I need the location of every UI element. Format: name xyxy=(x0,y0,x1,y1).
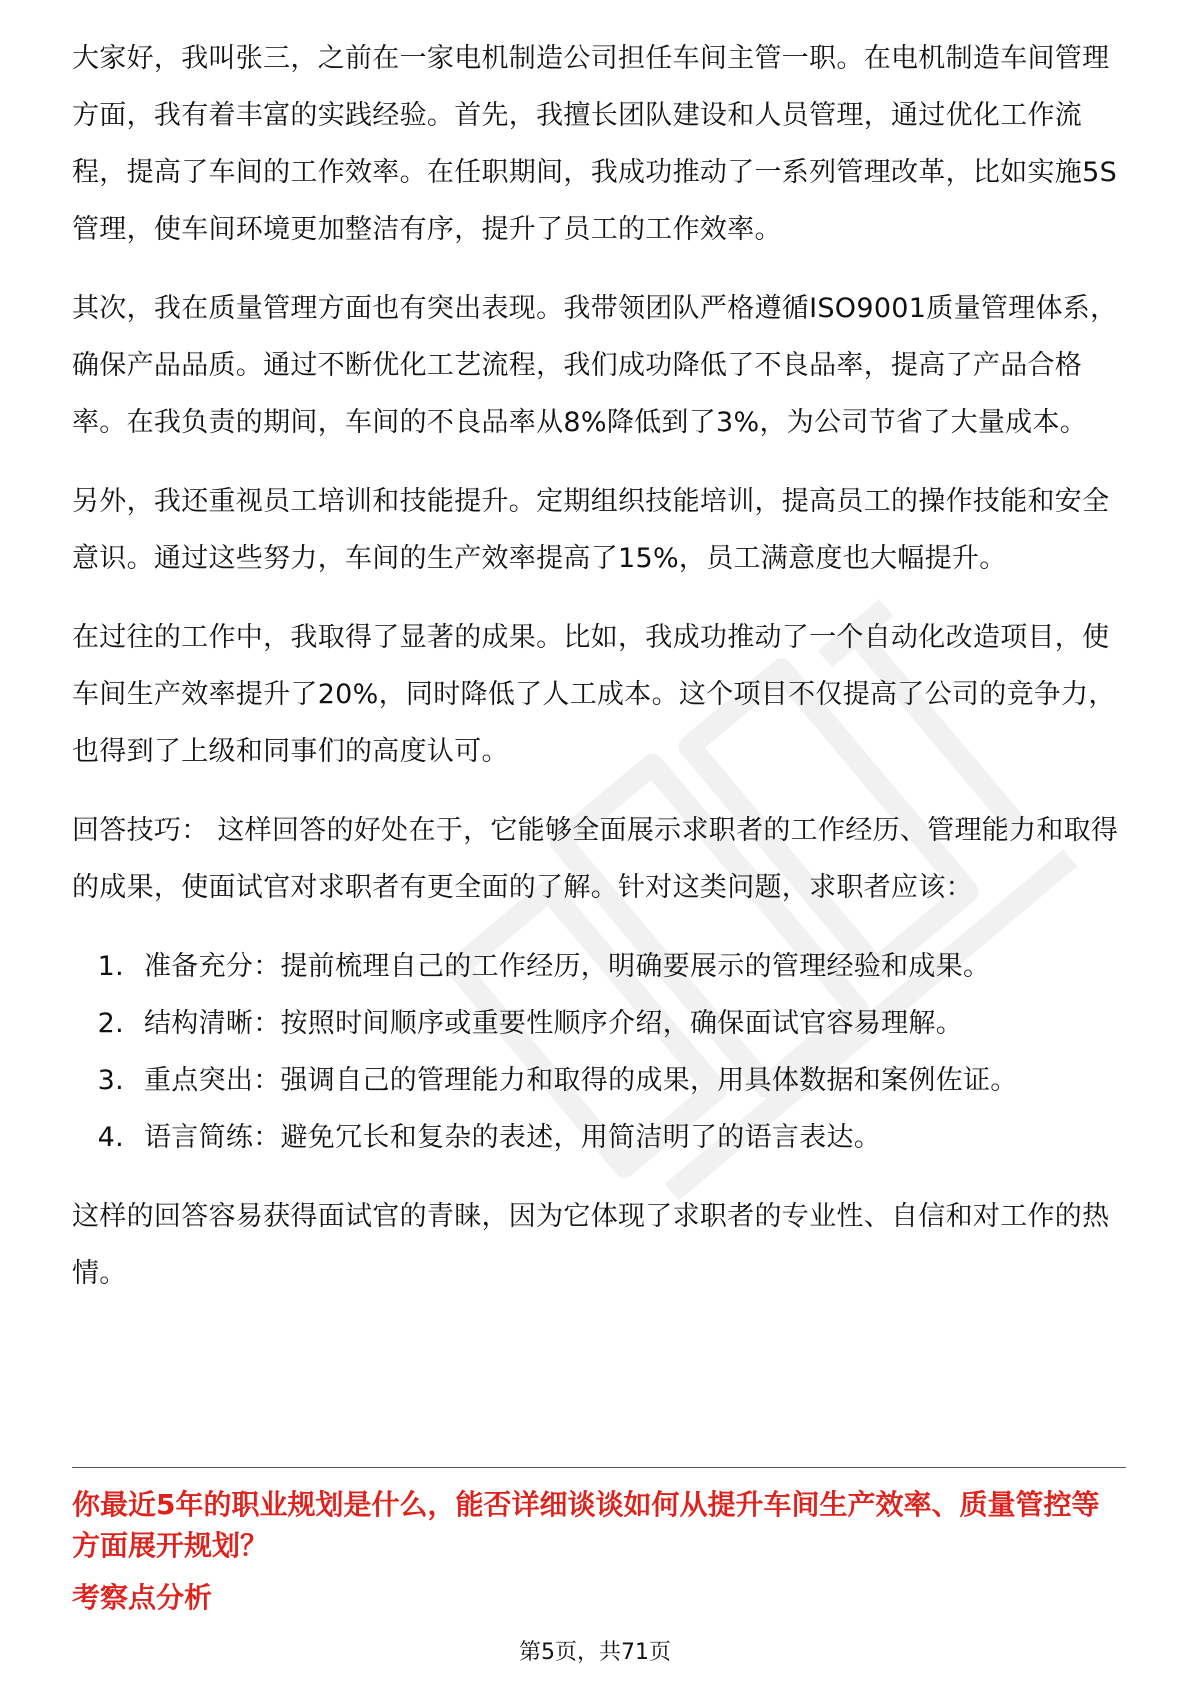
tips-list xyxy=(72,938,1126,1166)
interview-question: 你最近5年的职业规划是什么，能否详细谈谈如何从提升车间生产效率、质量管控等方面展开规划？ xyxy=(72,1488,1100,1562)
paragraph-achievements: 在过往的工作中，我取得了显著的成果。比如，我成功推动了一个自动化改造项目，使车间生产效率提升了20%，同时降低了人工成本。这个项目不仅提高了公司的竞争力，也得到了上级和同事们的高度认可。 xyxy=(72,622,1116,767)
list-item-number: 4. xyxy=(97,1122,124,1153)
list-item xyxy=(72,1109,1126,1166)
paragraph-closing: 这样的回答容易获得面试官的青睐，因为它体现了求职者的专业性、自信和对工作的热情。 xyxy=(72,1201,1110,1289)
section-heading: 考察点分析 xyxy=(72,1581,213,1614)
paragraph-training: 另外，我还重视员工培训和技能提升。定期组织技能培训，提高员工的操作技能和安全意识。通过这些努力，车间的生产效率提高了15%，员工满意度也大幅提升。 xyxy=(72,486,1110,574)
paragraph-experience: 大家好，我叫张三，之前在一家电机制造公司担任车间主管一职。在电机制造车间管理方面，我有着丰富的实践经验。首先，我擅长团队建设和人员管理，通过优化工作流程，提高了车间的工作效率。在任职期间，我成功推动了一系列管理改革，比如实施5S管理，使车间环境更加整洁有序，提升了员工的工作效率。 xyxy=(72,43,1118,245)
page-number: 第5页，共71页 xyxy=(519,1640,671,1665)
list-item-number: 2. xyxy=(97,1008,124,1039)
list-item xyxy=(72,995,1126,1052)
list-item-text: 准备充分：提前梳理自己的工作经历，明确要展示的管理经验和成果。 xyxy=(144,951,991,982)
document-body xyxy=(72,30,1126,1324)
paragraph-quality: 其次，我在质量管理方面也有突出表现。我带领团队严格遵循ISO9001质量管理体系，确保产品品质。通过不断优化工艺流程，我们成功降低了不良品率，提高了产品合格率。在我负责的期间，车间的不良品率从8%降低到了3%，为公司节省了大量成本。 xyxy=(72,293,1118,438)
list-item-text: 重点突出：强调自己的管理能力和取得的成果，用具体数据和案例佐证。 xyxy=(144,1065,1018,1096)
list-item-text: 语言简练：避免冗长和复杂的表述，用简洁明了的语言表达。 xyxy=(144,1122,882,1153)
paragraph-answer-tips: 回答技巧： 这样回答的好处在于，它能够全面展示求职者的工作经历、管理能力和取得的成果，使面试官对求职者有更全面的了解。针对这类问题，求职者应该： xyxy=(72,815,1119,903)
list-item xyxy=(72,938,1126,995)
list-item-text: 结构清晰：按照时间顺序或重要性顺序介绍，确保面试官容易理解。 xyxy=(144,1008,963,1039)
list-item-number: 1. xyxy=(97,951,124,982)
section-divider xyxy=(72,1467,1126,1468)
list-item-number: 3. xyxy=(97,1065,124,1096)
list-item xyxy=(72,1052,1126,1109)
